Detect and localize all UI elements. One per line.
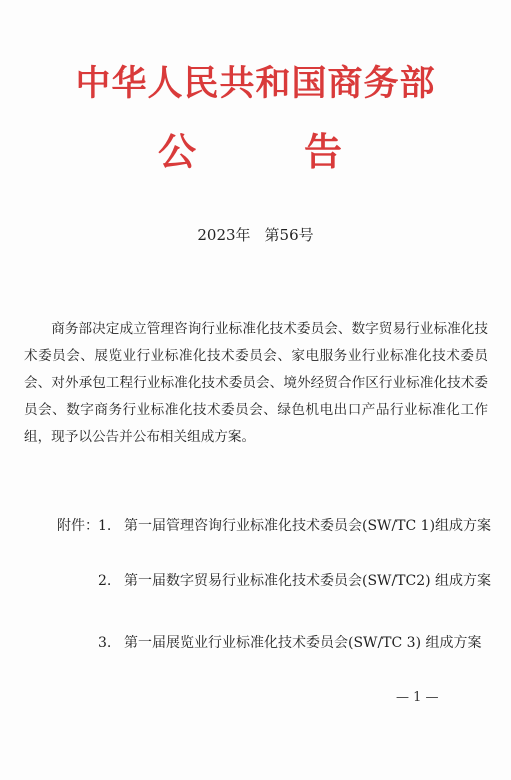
attachment-number: 1. bbox=[98, 518, 112, 534]
announcement-title-right: 告 bbox=[304, 129, 343, 174]
attachment-text: 第一届数字贸易行业标准化技术委员会(SW/TC2) 组成方案 bbox=[124, 573, 492, 589]
doc-issue-number: 第56号 bbox=[264, 226, 314, 244]
attachments-label: 附件： bbox=[57, 518, 99, 534]
attachment-number: 2. bbox=[98, 573, 112, 589]
body-paragraph: 商务部决定成立管理咨询行业标准化技术委员会、数字贸易行业标准化技术委员会、展览业行业标准化技术委员会、家电服务业行业标准化技术委员会、对外承包工程行业标准化技术委员会、境外经贸合作区行业标准化技术委员会、数字商务行业标准化技术委员会、绿色机电出口产品行业标准化工作组，现予以公告并公布相关组成方案。 bbox=[24, 321, 488, 445]
attachment-text: 第一届展览业行业标准化技术委员会(SW/TC 3) 组成方案 bbox=[124, 635, 482, 651]
attachment-text: 第一届管理咨询行业标准化技术委员会(SW/TC 1)组成方案 bbox=[124, 518, 492, 534]
attachment-number: 3. bbox=[98, 635, 112, 651]
attachment-item bbox=[98, 513, 494, 540]
announcement-title-left: 公 bbox=[158, 129, 197, 174]
attachment-item bbox=[98, 630, 494, 657]
issuer-title: 中华人民共和国商务部 bbox=[75, 63, 436, 104]
doc-year: 2023年 bbox=[197, 226, 251, 244]
page-number: — 1 — bbox=[396, 690, 439, 705]
attachment-item bbox=[98, 568, 494, 595]
document-number bbox=[0, 224, 511, 246]
